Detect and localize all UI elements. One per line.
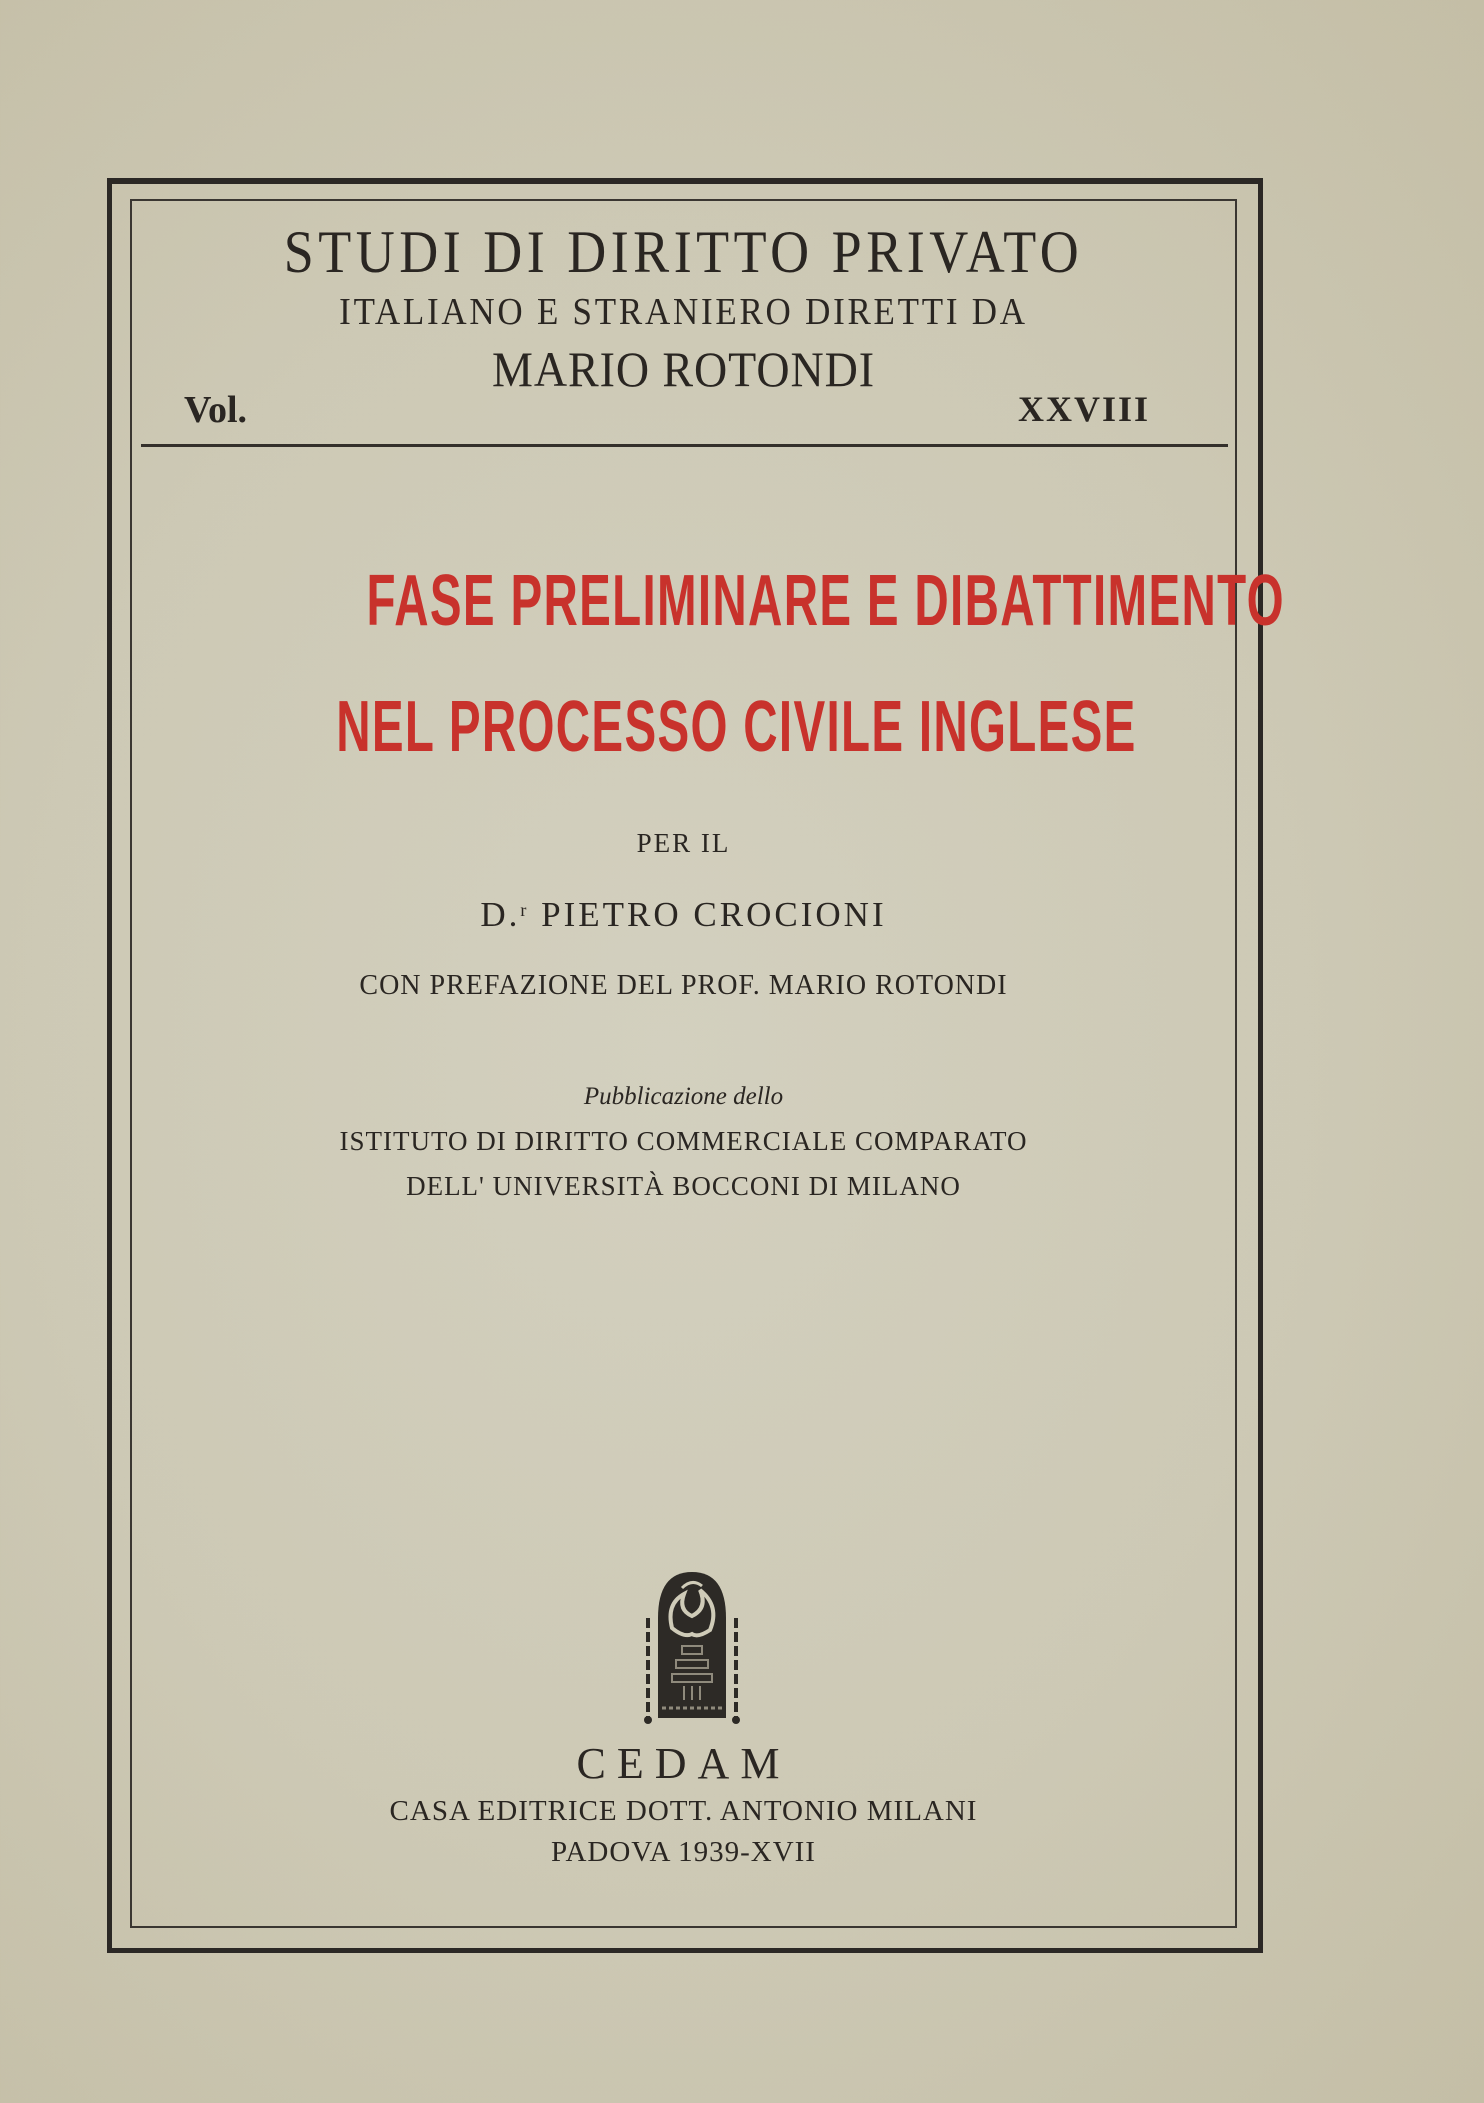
book-title-line1-text: FASE PRELIMINARE E DIBATTIMENTO — [366, 561, 1285, 641]
volume-label: Vol. — [184, 389, 248, 431]
volume-number: XXVIII — [1018, 389, 1151, 429]
series-editor: MARIO ROTONDI — [492, 341, 875, 397]
series-subtitle: ITALIANO E STRANIERO DIRETTI DA — [339, 291, 1028, 333]
author-prefix: D. — [480, 895, 521, 934]
author-name: PIETRO CROCIONI — [541, 895, 887, 934]
publication-note: Pubblicazione dello — [583, 1083, 784, 1110]
institute-line1: ISTITUTO DI DIRITTO COMMERCIALE COMPARATO — [339, 1126, 1028, 1156]
institute-line2: DELL' UNIVERSITÀ BOCCONI DI MILANO — [406, 1171, 961, 1201]
book-title-line2 — [130, 686, 1237, 768]
book-title-line1 — [130, 560, 1285, 642]
publisher-emblem-icon — [638, 1568, 746, 1726]
place-and-year: PADOVA 1939-XVII — [551, 1836, 816, 1868]
author — [130, 895, 1237, 935]
by-line: PER IL — [636, 828, 731, 858]
publisher-name: CEDAM — [576, 1739, 791, 1788]
book-title-line2-text: NEL PROCESSO CIVILE INGLESE — [336, 687, 1137, 767]
header-divider — [141, 444, 1228, 447]
publisher-full-name: CASA EDITRICE DOTT. ANTONIO MILANI — [389, 1795, 978, 1827]
preface-note: CON PREFAZIONE DEL PROF. MARIO ROTONDI — [359, 970, 1008, 1001]
series-title: STUDI DI DIRITTO PRIVATO — [283, 219, 1084, 285]
author-prefix-sup: r — [520, 900, 530, 920]
